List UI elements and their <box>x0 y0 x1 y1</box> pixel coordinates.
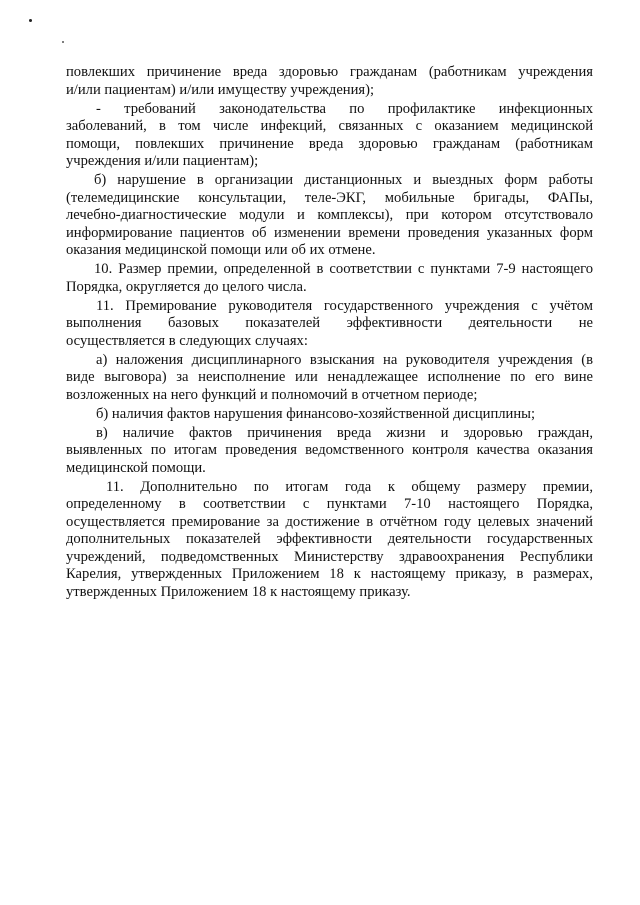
text-line: учреждений, подведомственных Министерству здравоохранения Республики <box>66 548 593 565</box>
paragraph-p-b-violation <box>66 172 593 260</box>
text-line: в) наличие фактов причинения вреда жизни и здоровью граждан, <box>96 424 593 441</box>
text-line: помощи, повлекших причинение вреда здоровью гражданам (работникам <box>66 135 593 152</box>
paragraph-p-b <box>66 406 593 424</box>
text-line: - требований законодательства по профилактике инфекционных <box>96 100 593 117</box>
document-body <box>66 64 593 603</box>
scan-speck <box>62 41 64 43</box>
text-line: (телемедицинские консультации, теле-ЭКГ, мобильные бригады, ФАПы, <box>66 189 593 206</box>
text-line: дополнительных показателей эффективности деятельности государственных <box>66 531 593 547</box>
text-line: 11. Премирование руководителя государственного учреждения с учётом <box>96 297 593 314</box>
scan-speck <box>29 19 32 22</box>
paragraph-p-dash-requirements <box>66 101 593 171</box>
paragraph-p-v <box>66 425 593 478</box>
text-line: виде выговора) за неисполнение или ненадлежащее исполнение по его вине <box>66 369 593 385</box>
paragraph-p-10 <box>66 261 593 296</box>
text-line: Карелия, утвержденных Приложением 18 к настоящему приказу, в размерах, <box>66 566 593 582</box>
paragraph-p-a <box>66 352 593 405</box>
text-line: заболеваний, в том числе инфекций, связанных с оказанием медицинской <box>66 118 593 134</box>
text-line: определенному в соответствии с пунктами 7-10 настоящего Порядка, <box>66 496 593 512</box>
text-line: повлекших причинение вреда здоровью гражданам (работникам учреждения <box>66 64 593 80</box>
text-line: и/или пациентам) и/или имуществу учреждения); <box>66 81 375 98</box>
text-line: осуществляется премирование за достижение в отчётном году целевых значений <box>66 513 593 530</box>
text-line: выполнения базовых показателей эффективности деятельности не <box>66 315 593 331</box>
paragraph-p-11a <box>66 298 593 351</box>
paragraph-p-11b <box>66 479 593 602</box>
text-line: учреждения и/или пациентам); <box>66 153 259 169</box>
paragraph-p-continuation <box>66 64 593 99</box>
text-line: утвержденных Приложением 18 к настоящему приказу. <box>66 583 411 600</box>
text-line: осуществляется в следующих случаях: <box>66 332 308 349</box>
text-line: оказания медицинской помощи или об их отмене. <box>66 242 376 258</box>
text-line: Порядка, округляется до целого числа. <box>66 278 307 295</box>
text-line: а) наложения дисциплинарного взыскания на руководителя учреждения (в <box>96 351 593 368</box>
text-line: медицинской помощи. <box>66 459 206 476</box>
text-line: б) наличия фактов нарушения финансово-хозяйственной дисциплины; <box>96 405 536 422</box>
text-line: выявленных по итогам проведения ведомственного контроля качества оказания <box>66 442 593 458</box>
text-line: б) нарушение в организации дистанционных и выездных форм работы <box>94 172 593 188</box>
text-line: возложенных на него функций и полномочий в отчетном периоде; <box>66 386 478 403</box>
text-line: информирование пациентов об изменении времени проведения указанных форм <box>66 224 593 241</box>
text-line: лечебно-диагностические модули и комплексы), при котором отсутствовало <box>66 207 593 223</box>
text-line: 11. Дополнительно по итогам года к общему размеру премии, <box>106 478 593 495</box>
text-line: 10. Размер премии, определенной в соответствии с пунктами 7-9 настоящего <box>94 261 593 277</box>
